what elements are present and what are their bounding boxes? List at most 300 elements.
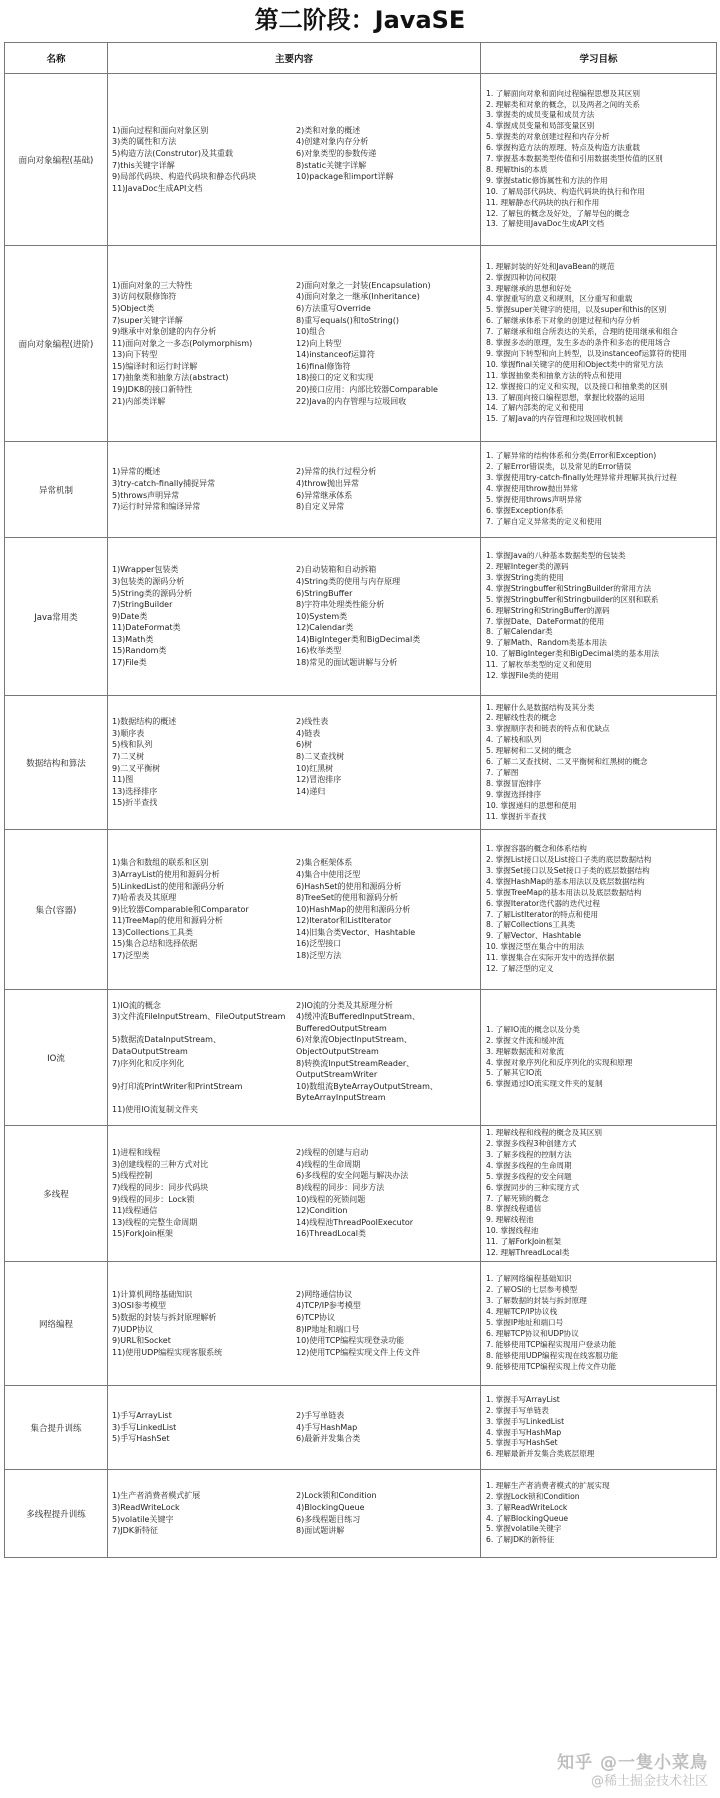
content-item: 3)顺序表 [112,728,145,738]
content-item: 9)二叉平衡树 [112,763,161,773]
content-item: 5)volatile关键字 [112,1514,174,1524]
content-item [296,1104,476,1116]
goal-item: 13. 了解面向接口编程思想，掌握比较器的运用 [486,392,645,402]
goal-item: 7. 了解ListIterator的特点和使用 [486,909,599,919]
content-item: 8)面试题讲解 [296,1526,345,1536]
goal-item: 8. 了解Collections工具类 [486,920,576,930]
goal-item: 4. 掌握多线程的生命周期 [486,1160,572,1170]
content-item: 9)Date类 [112,611,148,621]
row-goals [481,74,717,246]
goal-item: 4. 了解栈和队列 [486,735,542,745]
row-name: IO流 [5,990,108,1126]
content-item: 9)打印流PrintWriter和PrintStream [112,1081,243,1091]
content-item: 10)红黑树 [296,763,334,773]
content-item: 1)手写ArrayList [112,1411,172,1421]
goal-item: 5. 掌握IP地址和端口号 [486,1318,564,1328]
content-item: 8)重写equals()和toString() [296,315,399,325]
content-item: 3)try-catch-finally捕捉异常 [112,478,216,488]
content-item: 17)File类 [112,658,147,668]
goal-item: 8. 掌握多态的原理，发生多态的条件和多态的使用场合 [486,338,671,348]
content-item: 18)泛型方法 [296,951,342,961]
content-item: 10)使用TCP编程实现登录功能 [296,1336,405,1346]
content-item [112,1069,292,1081]
goal-item: 11. 了解枚举类型的定义和使用 [486,660,592,670]
goal-item: 2. 理解Integer类的源码 [486,561,569,571]
content-item: 11)使用IO流复制文件夹 [112,1104,198,1114]
content-item: 5)Object类 [112,303,155,313]
goal-item: 1. 理解线程和线程的概念及其区别 [486,1128,602,1138]
content-item: 9)继承中对象创建的内存分析 [112,327,217,337]
goal-item: 7. 能够使用TCP编程实现用户登录功能 [486,1339,617,1349]
row-content [108,246,481,442]
content-item: 12)Calendar类 [296,623,354,633]
content-item: 14)旧集合类Vector、Hashtable [296,927,416,937]
goal-item: 5. 掌握多线程的安全问题 [486,1171,572,1181]
goal-item: 6. 理解String和StringBuffer的源码 [486,605,610,615]
goal-item: 1. 理解封装的好处和JavaBean的规范 [486,261,615,271]
goal-item: 15. 了解Java的内存管理和垃圾回收机制 [486,414,623,424]
goal-item: 8. 能够使用UDP编程实现在线客服功能 [486,1350,618,1360]
content-item: 15)编译时和运行时详解 [112,361,198,371]
row-name: 多线程提升训练 [5,1470,108,1558]
content-item: 7)UDP协议 [112,1324,154,1334]
goal-item: 3. 了解多线程的控制方法 [486,1149,572,1159]
content-item: 2)类和对象的概述 [296,125,361,135]
goal-item: 6. 了解二叉查找树、二叉平衡树和红黑树的概念 [486,757,648,767]
goal-item: 13. 了解使用JavaDoc生成API文档 [486,219,604,229]
goal-item: 10. 了解局部代码块、构造代码块的执行和作用 [486,186,645,196]
table-row [5,1386,717,1470]
goal-item: 11. 掌握抽象类和抽象方法的特点和使用 [486,370,622,380]
goal-item: 11. 了解ForkJoin框架 [486,1237,561,1247]
goal-item: 7. 掌握基本数据类型传值和引用数据类型传值的区别 [486,154,663,164]
content-item: 1)IO流的概念 [112,1000,161,1010]
goal-item: 3. 掌握顺序表和链表的特点和优缺点 [486,724,610,734]
content-item: 1)异常的概述 [112,467,161,477]
content-item: 3)ReadWriteLock [112,1502,180,1512]
content-item: 8)转换流InputStreamReader、 [296,1058,415,1068]
content-item: 12)向上转型 [296,338,342,348]
goal-item: 1. 掌握Java的八种基本数据类型的包装类 [486,551,626,561]
content-item: 8)线程的同步：同步方法 [296,1182,385,1192]
content-item: 15)Random类 [112,646,167,656]
goal-item: 4. 理解TCP/IP协议栈 [486,1307,558,1317]
content-item: 3)ArrayList的使用和源码分析 [112,869,220,879]
goal-item: 6. 掌握构造方法的原理、特点及构造方法重载 [486,143,640,153]
content-item: 6)对象类型的参数传递 [296,148,377,158]
goal-item: 5. 掌握使用throws声明异常 [486,494,582,504]
content-item: 5)throws声明异常 [112,490,180,500]
goal-item: 5. 掌握类的对象创建过程和内存分析 [486,132,610,142]
goal-item: 4. 掌握重写的意义和规则，区分重写和重载 [486,294,633,304]
table-body [5,74,717,1558]
content-item: 15)ForkJoin框架 [112,1229,173,1239]
content-item: 4)BlockingQueue [296,1502,365,1512]
row-content [108,442,481,538]
content-grid [112,1410,476,1445]
goal-item: 11. 掌握集合在实际开发中的选择依据 [486,953,615,963]
content-item: 7)序列化和反序列化 [112,1058,185,1068]
content-item: 6)树 [296,740,313,750]
row-name: 面向对象编程(基础) [5,74,108,246]
goal-item: 9. 掌握static修饰属性和方法的作用 [486,175,608,185]
content-item: 9)局部代码块、构造代码块和静态代码块 [112,172,257,182]
content-item: 8)TreeSet的使用和源码分析 [296,893,399,903]
goal-item: 3. 理解数据流和对象流 [486,1046,565,1056]
table-row [5,1262,717,1386]
content-item: 10)线程的死锁问题 [296,1194,366,1204]
content-item: 2)面向对象之一封装(Encapsulation) [296,280,431,290]
content-item: 7)super关键字详解 [112,315,183,325]
content-item: 2)Lock锁和Condition [296,1491,377,1501]
goal-item: 4. 掌握HashMap的基本用法以及底层数据结构 [486,876,645,886]
content-item: 12)使用TCP编程实现文件上传文件 [296,1347,421,1357]
row-goals [481,1262,717,1386]
content-grid [112,857,476,961]
row-name: 多线程 [5,1126,108,1262]
content-item: 15)集合总结和选择依据 [112,939,198,949]
goal-item: 10. 掌握final关键字的使用和Object类中的常见方法 [486,359,664,369]
content-item: 8)字符串处理类性能分析 [296,600,385,610]
row-name: 网络编程 [5,1262,108,1386]
content-item: 2)集合框架体系 [296,858,353,868]
row-goals [481,990,717,1126]
content-item: 17)抽象类和抽象方法(abstract) [112,373,229,383]
row-goals [481,538,717,696]
content-item: 7)StringBuilder [112,600,173,610]
goal-item: 12. 了解泛型的定义 [486,964,554,974]
goal-item: 6. 掌握同步的三种实现方式 [486,1182,580,1192]
goal-item: 4. 掌握Stringbuffer和StringBuilder的常用方法 [486,583,652,593]
row-name: 集合(容器) [5,830,108,990]
goal-item: 8. 掌握线程通信 [486,1204,542,1214]
goal-item: 12. 了解包的概念及好处，了解导包的概念 [486,208,630,218]
row-content [108,74,481,246]
content-item: 14)instanceof运算符 [296,350,375,360]
goal-item: 5. 了解其它IO流 [486,1068,542,1078]
content-item: 8)static关键字详解 [296,160,367,170]
goal-item: 9. 了解Vector、Hashtable [486,931,582,941]
goal-item: 6. 理解TCP协议和UDP协议 [486,1328,579,1338]
content-item: 5)LinkedList的使用和源码分析 [112,881,225,891]
content-item: 6)多线程的安全问题与解决办法 [296,1171,409,1181]
content-item: 1)集合和数组的联系和区别 [112,858,209,868]
goal-item: 9. 掌握向下转型和向上转型，以及instanceof运算符的使用 [486,348,688,358]
header-name: 名称 [5,43,108,74]
goal-item: 10. 掌握泛型在集合中的用法 [486,942,585,952]
content-item: 11)使用UDP编程实现客服系统 [112,1347,223,1357]
content-item: 2)网络通信协议 [296,1289,353,1299]
content-item: 4)TCP/IP参考模型 [296,1301,361,1311]
content-item: 15)折半查找 [112,798,158,808]
goal-item: 4. 了解BlockingQueue [486,1513,569,1523]
content-item: 4)集合中使用泛型 [296,869,361,879]
row-content [108,538,481,696]
content-item: 6)方法重写Override [296,303,371,313]
content-item: 2)自动装箱和自动拆箱 [296,565,377,575]
content-item: 6)StringBuffer [296,588,353,598]
row-content [108,696,481,830]
goal-item: 7. 了解死锁的概念 [486,1193,549,1203]
watermark-zhihu: 知乎 @一隻小菜鳥 [557,1753,708,1773]
content-item: 7)线程的同步：同步代码块 [112,1182,209,1192]
row-content [108,1470,481,1558]
content-item: ByteArrayInputStream [296,1093,386,1103]
row-goals [481,696,717,830]
content-item: 6)TCP协议 [296,1312,336,1322]
content-item: 9)线程的同步：Lock锁 [112,1194,195,1204]
row-name: 集合提升训练 [5,1386,108,1470]
goal-item: 2. 掌握多线程3种创建方式 [486,1138,577,1148]
content-item [112,1092,292,1104]
row-goals [481,1470,717,1558]
content-item: 5)数据流DataInputStream、 [112,1035,221,1045]
goal-item: 9. 掌握选择排序 [486,789,542,799]
goal-item: 8. 理解this的本质 [486,164,548,174]
goal-item: 1. 掌握手写ArrayList [486,1394,560,1404]
content-item: 8)自定义异常 [296,502,345,512]
content-item: 3)创建线程的三种方式对比 [112,1159,209,1169]
goal-item: 5. 掌握TreeMap的基本用法以及底层数据结构 [486,887,642,897]
content-item: 1)Wrapper包装类 [112,565,179,575]
row-name: 异常机制 [5,442,108,538]
header-goal: 学习目标 [481,43,717,74]
content-item: 1)进程和线程 [112,1148,161,1158]
goal-item: 1. 理解生产者消费者模式的扩展实现 [486,1480,610,1490]
content-item: 7)二叉树 [112,751,145,761]
goal-item: 3. 掌握Set接口以及Set接口子类的底层数据结构 [486,865,650,875]
content-item: 5)手写HashSet [112,1434,170,1444]
goal-item: 3. 理解继承的思想和好处 [486,283,572,293]
content-item: 16)枚举类型 [296,646,342,656]
content-item: 6)HashSet的使用和源码分析 [296,881,402,891]
content-grid [112,466,476,512]
row-goals [481,442,717,538]
content-item: 6)最新并发集合类 [296,1434,361,1444]
content-grid [112,564,476,668]
content-item: 9)比较器Comparable和Comparator [112,904,249,914]
row-goals [481,1386,717,1470]
goal-item: 11. 掌握折半查找 [486,811,547,821]
content-item: 3)OSI参考模型 [112,1301,166,1311]
content-item: 5)String类的源码分析 [112,588,193,598]
goal-item: 14. 了解内部类的定义和使用 [486,403,585,413]
goal-item: 6. 掌握Exception体系 [486,505,564,515]
content-item: 5)线程控制 [112,1171,153,1181]
goal-item: 5. 掌握Stringbuffer和Stringbuilder的区别和联系 [486,594,659,604]
row-name: 数据结构和算法 [5,696,108,830]
row-name: 面向对象编程(进阶) [5,246,108,442]
goal-item: 10. 了解BigInteger类和BigDecimal类的基本用法 [486,649,659,659]
goal-item: 2. 掌握Lock锁和Condition [486,1491,580,1501]
content-item: 4)throw抛出异常 [296,478,359,488]
content-item: 1)生产者消费者模式扩展 [112,1491,201,1501]
goal-item: 4. 掌握成员变量和局部变量区别 [486,121,595,131]
content-item: 10)组合 [296,327,326,337]
row-name: Java常用类 [5,538,108,696]
goal-item: 3. 掌握使用try-catch-finally处理异常并理解其执行过程 [486,473,677,483]
goal-item: 3. 了解ReadWriteLock [486,1502,568,1512]
goal-item: 12. 理解ThreadLocal类 [486,1248,570,1258]
goal-item: 7. 掌握Date、DateFormat的使用 [486,616,605,626]
content-item: 13)Collections工具类 [112,927,194,937]
goal-item: 4. 掌握手写HashMap [486,1427,562,1437]
content-item: 4)缓冲流BufferedInputStream、 [296,1012,420,1022]
content-item: 11)面向对象之一多态(Polymorphism) [112,338,253,348]
row-goals [481,1126,717,1262]
content-item: 18)常见的面试题讲解与分析 [296,658,398,668]
goal-item: 6. 理解最新并发集合类底层原理 [486,1449,595,1459]
page-title: 第二阶段：JavaSE [254,6,466,34]
goal-item: 7. 了解图 [486,767,519,777]
goal-item: 1. 掌握容器的概念和体系结构 [486,844,587,854]
goal-item: 5. 掌握super关键字的使用，以及super和this的区别 [486,305,667,315]
content-grid [112,280,476,408]
content-item: 16)泛型接口 [296,939,342,949]
content-item: 6)多线程题目练习 [296,1514,361,1524]
content-item: 10)System类 [296,611,348,621]
goal-item: 5. 掌握手写HashSet [486,1438,558,1448]
content-item: 11)图 [112,775,134,785]
content-item: 13)线程的完整生命周期 [112,1217,198,1227]
goal-item: 8. 了解Calendar类 [486,627,553,637]
row-goals [481,246,717,442]
content-item: 10)HashMap的使用和源码分析 [296,904,411,914]
goal-item: 2. 掌握手写单链表 [486,1405,549,1415]
content-item: 7)JDK新特征 [112,1526,158,1536]
content-grid [112,716,476,809]
content-grid [112,1490,476,1536]
goal-item: 1. 理解什么是数据结构及其分类 [486,702,595,712]
goal-item: 12. 掌握File类的使用 [486,671,559,681]
row-content [108,830,481,990]
content-item: BufferedOutputStream [296,1023,387,1033]
content-item: 2)线程的创建与启动 [296,1148,369,1158]
content-item: 19)JDK8的接口新特性 [112,385,193,395]
content-item: 13)向下转型 [112,350,158,360]
goal-item: 5. 理解树和二叉树的概念 [486,746,572,756]
content-item: 11)线程通信 [112,1206,158,1216]
content-item: 16)final修饰符 [296,361,351,371]
content-item: 7)运行时异常和编译异常 [112,502,201,512]
goal-item: 2. 了解OSI的七层参考模型 [486,1285,578,1295]
content-item: 3)包装类的源码分析 [112,576,185,586]
content-item: 1)面向过程和面向对象区别 [112,125,209,135]
content-item: 2)手写单链表 [296,1411,345,1421]
table-row [5,696,717,830]
goal-item: 9. 能够使用TCP编程实现上传文件功能 [486,1361,617,1371]
content-item: 22)Java的内存管理与垃圾回收 [296,396,407,406]
goal-item: 2. 理解线性表的概念 [486,713,557,723]
content-item: 14)线程池ThreadPoolExecutor [296,1217,414,1227]
goal-item: 7. 了解自定义异常类的定义和使用 [486,516,602,526]
row-content [108,1386,481,1470]
content-item: ObjectOutputStream [296,1046,379,1056]
content-item: 1)数据结构的概述 [112,717,177,727]
goal-item: 12. 掌握接口的定义和实现，以及接口和抽象类的区别 [486,381,668,391]
goal-item: 6. 了解JDK的新特征 [486,1535,555,1545]
content-item: 7)哈希表及其原理 [112,893,177,903]
row-goals [481,830,717,990]
content-item: 17)泛型类 [112,951,150,961]
header-content: 主要内容 [108,43,481,74]
table-row [5,990,717,1126]
goal-item: 3. 掌握类的成员变量和成员方法 [486,110,595,120]
goal-item: 3. 掌握手写LinkedList [486,1416,565,1426]
content-item: 6)异常继承体系 [296,490,353,500]
table-row [5,538,717,696]
content-item: 11)JavaDoc生成API文档 [112,183,203,193]
content-item: OutputStreamWriter [296,1070,378,1080]
content-item: 18)接口的定义和实现 [296,373,374,383]
content-item: 14)BigInteger类和BigDecimal类 [296,634,421,644]
content-item: 14)递归 [296,786,326,796]
content-item: 16)ThreadLocal类 [296,1229,367,1239]
content-item: 12)Condition [296,1206,348,1216]
goal-item: 6. 掌握通过IO流实现文件夹的复制 [486,1079,603,1089]
content-item [112,1023,292,1035]
goal-item: 2. 掌握四种访问权限 [486,272,557,282]
content-grid [112,1289,476,1359]
goal-item: 3. 掌握String类的使用 [486,572,564,582]
content-item: 4)线程的生命周期 [296,1159,361,1169]
goal-item: 9. 了解Math、Random类基本用法 [486,638,607,648]
goal-item: 8. 掌握冒泡排序 [486,778,542,788]
content-item: 4)手写HashMap [296,1422,358,1432]
goal-item: 4. 掌握使用throw抛出异常 [486,484,579,494]
content-item: 2)IO流的分类及其原理分析 [296,1000,393,1010]
content-item: 3)手写LinkedList [112,1422,177,1432]
content-item: 5)栈和队列 [112,740,153,750]
content-item: 13)选择排序 [112,786,158,796]
content-item: 10)package和import详解 [296,172,394,182]
content-item: 3)类的属性和方法 [112,137,177,147]
table-row [5,74,717,246]
table-row [5,830,717,990]
goal-item: 2. 掌握文件流和缓冲流 [486,1035,565,1045]
goal-item: 6. 了解继承体系下对象的创建过程和内存分析 [486,316,640,326]
content-item: 6)对象流ObjectInputStream、 [296,1035,412,1045]
content-item: 1)计算机网络基础知识 [112,1289,193,1299]
row-content [108,1126,481,1262]
content-grid [112,125,476,195]
content-item: 1)面向对象的三大特性 [112,280,193,290]
goal-item: 5. 掌握volatile关键字 [486,1524,562,1534]
content-item: DataOutputStream [112,1046,188,1056]
content-grid [112,1147,476,1240]
goal-item: 6. 掌握Iterator迭代器的迭代过程 [486,898,601,908]
content-grid [112,1000,476,1116]
content-item: 3)访问权限修饰符 [112,292,177,302]
table-row [5,1126,717,1262]
content-item: 4)String类的使用与内存原理 [296,576,401,586]
content-item: 11)DateFormat类 [112,623,181,633]
content-item: 21)内部类详解 [112,396,166,406]
goal-item: 1. 了解异常的结构体系和分类(Error和Exception) [486,451,657,461]
content-item: 5)数据的封装与拆封原理解析 [112,1312,217,1322]
content-item: 3)文件流FileInputStream、FileOutputStream [112,1012,286,1022]
content-item: 20)接口应用：内部比较器Comparable [296,385,438,395]
goal-item: 2. 掌握List接口以及List接口子类的底层数据结构 [486,854,652,864]
content-item: 12)Iterator和ListIterator [296,916,392,926]
row-content [108,1262,481,1386]
table-row [5,246,717,442]
goal-item: 7. 了解继承和组合所表达的关系，合理的使用继承和组合 [486,327,678,337]
content-item: 4)面向对象之一继承(Inheritance) [296,292,420,302]
content-item: 2)线性表 [296,717,329,727]
content-item: 11)TreeMap的使用和源码分析 [112,916,223,926]
content-item: 8)二叉查找树 [296,751,345,761]
